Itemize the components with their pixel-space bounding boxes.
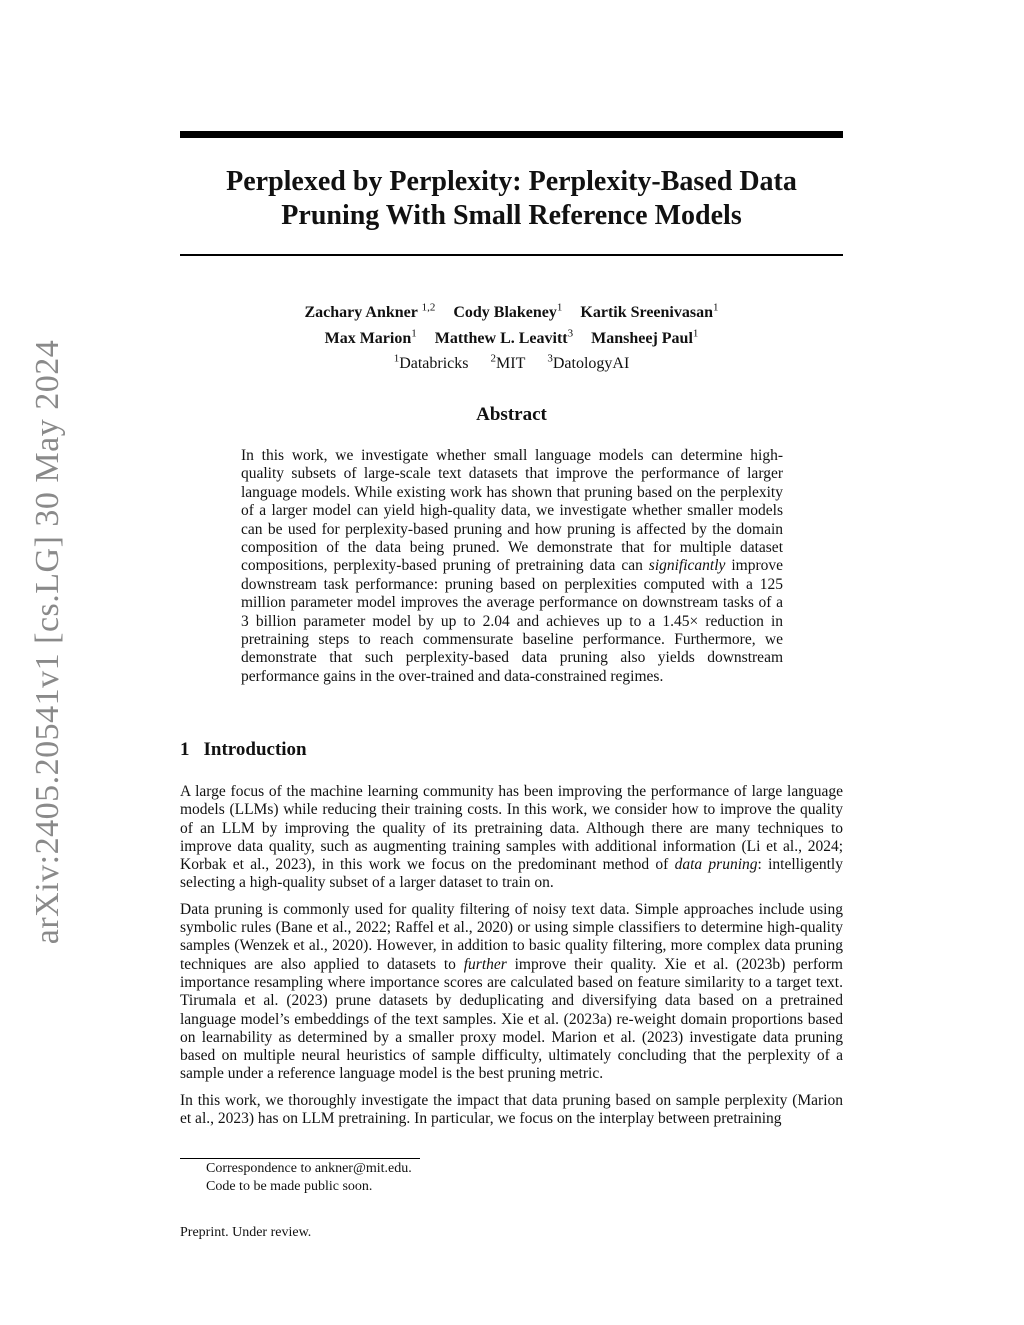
abstract-text: In this work, we investigate whether small language models can determine high-quality subsets of large-scale text datasets that improve the performance of larger language models. While existing work has shown that pruning based on the perplexity of a larger model can yield high-quality data, we investigate whether smaller models can be used for perplexity-based pruning and how pruning is affected by the domain composition of the data being pruned. We demonstrate that for multiple dataset compositions, perplexity-based pruning of pretraining data can significantly improve downstream task performance: pruning based on perplexities computed with a 125 million parameter model improves the average performance on downstream tasks of a 3 billion parameter model by up to 2.04 and achieves up to a 1.45× reduction in pretraining steps to reach commensurate baseline performance. Furthermore, we demonstrate that such perplexity-based data pruning also yields downstream performance gains in the over-trained and data-constrained regimes. [241,447,784,685]
affiliation: $^2$MIT [490,352,526,372]
title-line-1: Perplexed by Perplexity: Perplexity-Based Data [226,166,797,197]
affiliation: $^1$Databricks [393,352,469,372]
affiliation: $^3$DatologyAI [547,352,630,372]
section-number: 1 [180,739,190,760]
abstract-heading: Abstract [476,404,547,425]
section-heading [180,739,307,761]
section-title: Introduction [203,739,307,760]
footnote-code: Code to be made public soon. [206,1179,373,1194]
author: Cody Blakeney$^1$ [453,302,563,322]
author: Kartik Sreenivasan$^1$ [580,302,719,322]
author-line-2 [180,323,843,348]
author: Mansheej Paul$^1$ [591,327,699,347]
title-top-rule [180,131,843,138]
paragraph: In this work, we thoroughly investigate the impact that data pruning based on sample perplexity (Marion et al., 2023) has on LLM pretraining. In particular, we focus on the interplay between pretraining [180,1091,843,1128]
introduction-body [180,783,843,1136]
title-line-2: Pruning With Small Reference Models [281,200,742,231]
footnote-correspondence: Correspondence to ankner@mit.edu. [206,1161,412,1176]
author: Zachary Ankner $^{1,2}$ [304,302,436,322]
arxiv-identifier: arXiv:2405.20541v1 [cs.LG] 30 May 2024 [29,339,66,945]
author-block [180,298,843,374]
affiliation-line [180,349,843,374]
paper-title [180,165,843,233]
author-line-1 [180,298,843,323]
paragraph: A large focus of the machine learning community has been improving the performance of large language models (LLMs) while reducing their training costs. In this work, we consider how to improve the quality of an LLM by improving the quality of its pretraining data. Although there are many techniques to improve data quality, such as augmenting training samples with additional information (Li et al., 2024; Korbak et al., 2023), in this work we focus on the predominant method of data pruning: intelligently selecting a high-quality subset of a larger dataset to train on. [180,783,843,892]
footnotes [206,1160,412,1196]
author: Max Marion$^1$ [324,327,417,347]
footnote-rule [180,1158,420,1159]
author: Matthew L. Leavitt$^3$ [434,327,574,347]
title-bottom-rule [180,254,843,256]
preprint-notice: Preprint. Under review. [180,1225,312,1240]
paragraph: Data pruning is commonly used for quality filtering of noisy text data. Simple approaches include using symbolic rules (Bane et al., 2022; Raffel et al., 2020) or using simple classifiers to determine high-quality samples (Wenzek et al., 2020). However, in addition to basic quality filtering, more complex data pruning techniques are also applied to datasets to further improve their quality. Xie et al. (2023b) perform importance resampling where importance scores are calculated based on feature similarity to a target text. Tirumala et al. (2023) prune datasets by deduplicating and diversifying data based on a pretrained language model’s embeddings of the text samples. Xie et al. (2023a) re-weight domain proportions based on learnability as determined by a smaller proxy model. Marion et al. (2023) investigate data pruning based on multiple neural heuristics of sample difficulty, ultimately concluding that the perplexity of a sample under a reference language model is the best pruning metric. [180,900,843,1083]
